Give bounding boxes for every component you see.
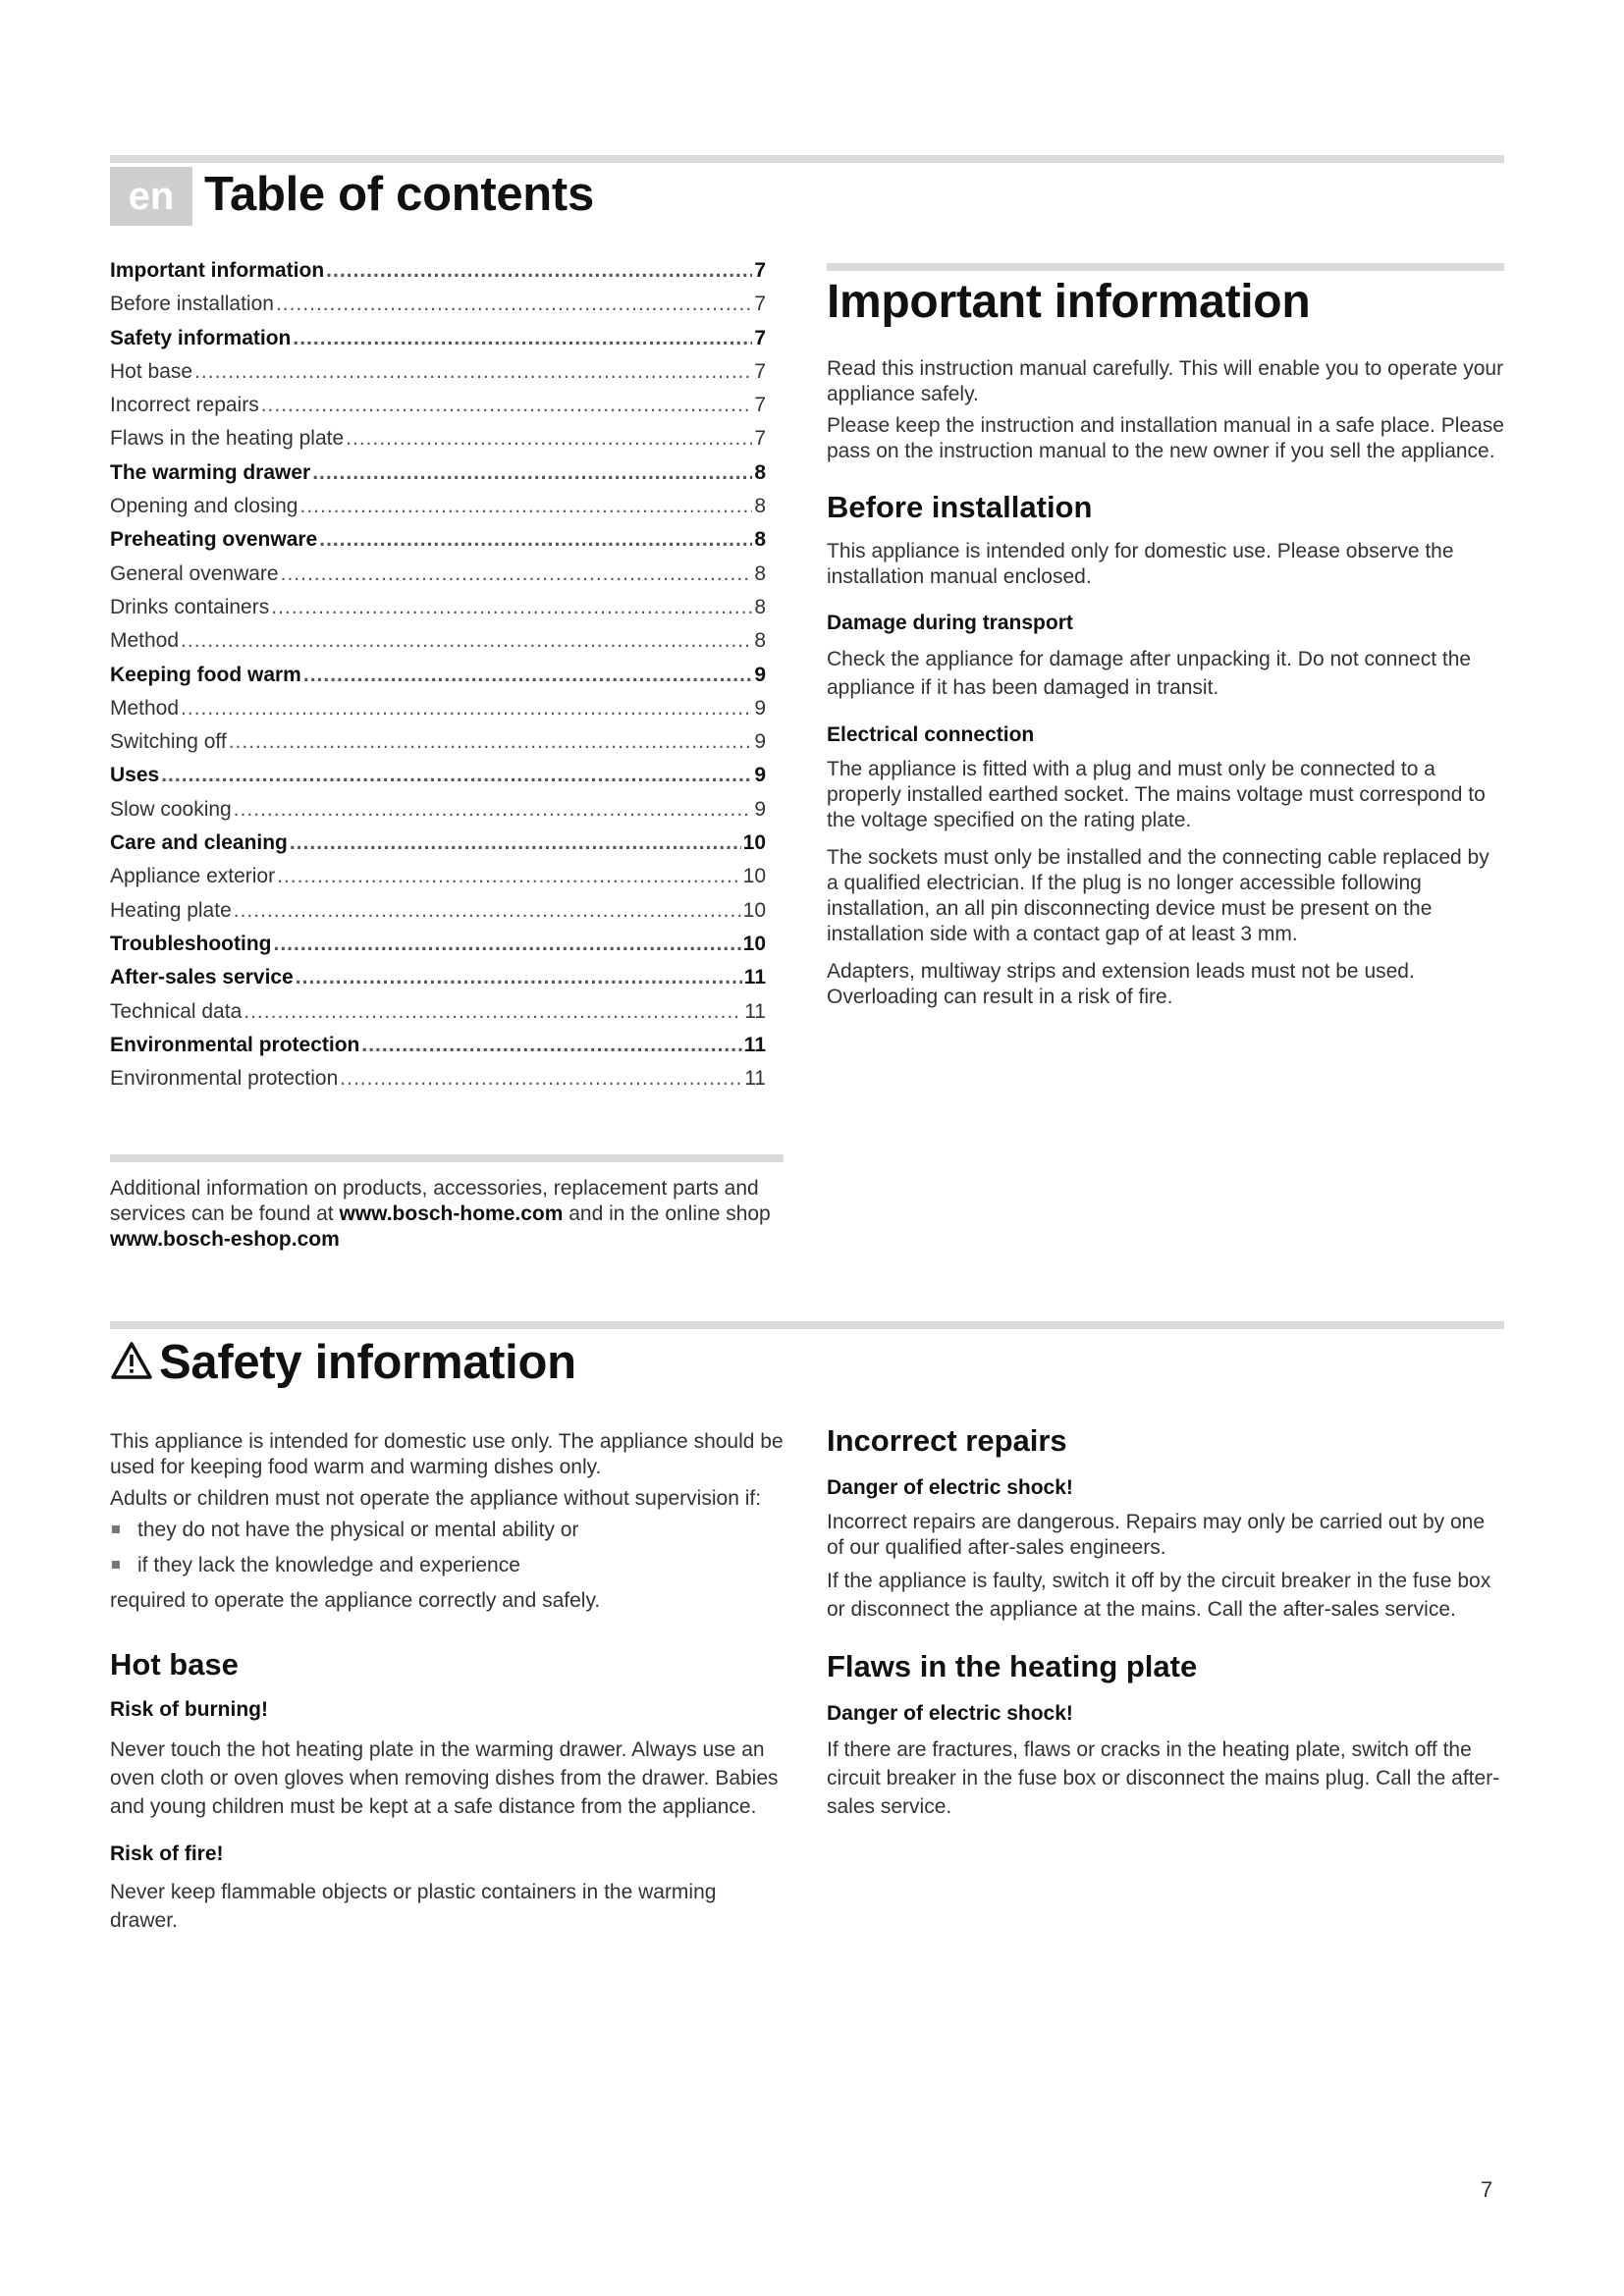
electrical-p3: Adapters, multiway strips and extension leads must not be used. Overloading can result in a risk of fire.	[827, 960, 1415, 1008]
toc-leader-dots	[277, 865, 741, 888]
toc-leader-dots	[340, 1067, 742, 1091]
toc-entry[interactable]	[110, 427, 766, 460]
toc-entry-title: Switching off	[110, 730, 227, 754]
electrical-p2: The sockets must only be installed and the connecting cable replaced by a qualified electrician. If the plug is no longer accessible following installation, an all pin disconnecting device must be present on the installation side with a contact gap of at least 3 mm.	[827, 846, 1489, 945]
before-installation-p: This appliance is intended only for domestic use. Please observe the installation manual enclosed.	[827, 540, 1454, 588]
safety-heading	[110, 1335, 576, 1390]
important-section	[827, 271, 1504, 1018]
toc-entry-page: 10	[742, 932, 766, 955]
hot-base-title: Hot base	[110, 1647, 239, 1682]
toc-leader-dots	[319, 528, 752, 552]
toc-entry-title: Opening and closing	[110, 495, 298, 518]
flaws-p: If there are fractures, flaws or cracks in the heating plate, switch off the circuit breaker in the fuse box or disconnect the mains plug. Call the after-sales service.	[827, 1738, 1500, 1818]
toc-entry-page: 8	[754, 495, 766, 518]
toc-entry-title: Environmental protection	[110, 1033, 360, 1056]
additional-info	[110, 1176, 787, 1253]
toc-entry-page: 8	[754, 561, 766, 585]
toc-leader-dots	[261, 394, 753, 417]
risk-burning-title: Risk of burning!	[110, 1698, 268, 1721]
toc-entry-page: 8	[754, 460, 766, 484]
toc-entry[interactable]	[110, 293, 766, 326]
safety-left-column	[110, 1429, 787, 1943]
toc-entry[interactable]	[110, 730, 766, 764]
toc-entry[interactable]	[110, 664, 766, 697]
toc-entry[interactable]	[110, 831, 766, 865]
toc-leader-dots	[293, 327, 752, 350]
toc-entry-page: 10	[742, 831, 766, 855]
important-p2: Please keep the instruction and installation manual in a safe place. Please pass on the instruction manual to the new owner if you sell the appliance.	[827, 414, 1504, 462]
toc-entry-title: Method	[110, 629, 180, 653]
toc-entry-page: 11	[744, 1067, 766, 1091]
toc-entry-title: Slow cooking	[110, 797, 232, 821]
toc-entry[interactable]	[110, 764, 766, 797]
toc-entry-title: Care and cleaning	[110, 831, 288, 855]
toc-entry[interactable]	[110, 596, 766, 629]
repairs-p2: If the appliance is faulty, switch it off by the circuit breaker in the fuse box or disconnect the appliance at the mains. Call the after-sales service.	[827, 1570, 1491, 1621]
toc-entry-title: After-sales service	[110, 966, 294, 989]
toc-leader-dots	[181, 629, 752, 653]
toc-entry-page: 10	[742, 865, 766, 888]
safety-title: Safety information	[159, 1336, 576, 1389]
safety-bullet-1	[110, 1518, 787, 1543]
toc-entry-page: 7	[754, 259, 766, 282]
electrical-p1: The appliance is fitted with a plug and must only be connected to a properly installed earthed socket. The mains voltage must correspond to the voltage specified on the rating plate.	[827, 758, 1486, 831]
toc-entry[interactable]	[110, 495, 766, 528]
toc-entry-page: 7	[754, 394, 766, 417]
repairs-p1: Incorrect repairs are dangerous. Repairs may only be carried out by one of our qualified after-sales engineers.	[827, 1511, 1486, 1559]
bullet-square-icon	[112, 1561, 120, 1569]
toc-entry[interactable]	[110, 1034, 766, 1067]
toc-leader-dots	[312, 461, 752, 485]
bosch-home-link[interactable]: www.bosch-home.com	[339, 1202, 564, 1225]
toc-entry-title: Appliance exterior	[110, 865, 276, 888]
toc-leader-dots	[299, 495, 752, 518]
toc-entry-title: Method	[110, 696, 180, 720]
toc-entry-page: 8	[754, 595, 766, 618]
toc-entry-page: 9	[754, 696, 766, 720]
toc-leader-dots	[271, 596, 752, 619]
toc-entry[interactable]	[110, 394, 766, 427]
toc-entry[interactable]	[110, 933, 766, 966]
important-p1: Read this instruction manual carefully. This will enable you to operate your appliance safely.	[827, 357, 1504, 405]
toc-entry-page: 10	[742, 898, 766, 922]
toc-leader-dots	[281, 562, 753, 586]
electrical-title: Electrical connection	[827, 723, 1035, 746]
toc-entry[interactable]	[110, 629, 766, 663]
safety-intro3: required to operate the appliance correctly and safely.	[110, 1589, 601, 1612]
toc-entry-title: Keeping food warm	[110, 663, 301, 686]
risk-fire-title: Risk of fire!	[110, 1842, 224, 1865]
toc-entry-page: 9	[754, 797, 766, 821]
toc-leader-dots	[273, 933, 740, 956]
warning-icon	[110, 1341, 153, 1385]
toc-entry-title: Technical data	[110, 999, 243, 1023]
toc-leader-dots	[234, 798, 753, 822]
risk-fire-p: Never keep flammable objects or plastic containers in the warming drawer.	[110, 1881, 717, 1932]
toc-leader-dots	[303, 664, 752, 687]
toc-entry-page: 11	[744, 999, 766, 1023]
bullet-text: if they lack the knowledge and experience	[137, 1554, 520, 1576]
toc-entry[interactable]	[110, 966, 766, 999]
toc-entry-title: Environmental protection	[110, 1067, 339, 1091]
toc-entry-page: 7	[754, 427, 766, 451]
safety-rule	[110, 1321, 1504, 1329]
additional-text2: and in the online shop	[563, 1202, 771, 1225]
toc-entry-title: Uses	[110, 764, 160, 787]
toc-entry-title: Preheating ovenware	[110, 528, 318, 552]
toc-entry-title: Important information	[110, 259, 325, 282]
toc-entry-page: 9	[754, 663, 766, 686]
risk-burning-p: Never touch the hot heating plate in the warming drawer. Always use an oven cloth or oven gloves when removing dishes from the drawer. Babies and young children must be kept at a safe distance from the appliance.	[110, 1738, 779, 1818]
toc-entry-title: Incorrect repairs	[110, 394, 259, 417]
toc-entry-page: 9	[754, 764, 766, 787]
toc-entry[interactable]	[110, 562, 766, 596]
toc-leader-dots	[229, 730, 753, 754]
repairs-danger-title: Danger of electric shock!	[827, 1476, 1073, 1499]
toc-entry[interactable]	[110, 899, 766, 933]
toc-entry-page: 7	[754, 359, 766, 383]
bosch-eshop-link[interactable]: www.bosch-eshop.com	[110, 1228, 340, 1251]
toc-entry-title: Before installation	[110, 293, 274, 316]
toc-entry-page: 7	[754, 326, 766, 349]
toc-leader-dots	[181, 697, 752, 721]
toc-entry-page: 11	[743, 966, 766, 989]
important-rule	[827, 263, 1504, 271]
toc-leader-dots	[361, 1034, 741, 1057]
toc-entry[interactable]	[110, 1067, 766, 1100]
flaws-danger-title: Danger of electric shock!	[827, 1702, 1073, 1725]
toc-entry-title: Heating plate	[110, 898, 232, 922]
toc-leader-dots	[234, 899, 741, 923]
toc-entry[interactable]	[110, 528, 766, 561]
toc-entry[interactable]	[110, 461, 766, 495]
language-badge: en	[110, 167, 192, 226]
toc-entry-page: 9	[754, 730, 766, 754]
bullet-square-icon	[112, 1525, 120, 1533]
toc-entry[interactable]	[110, 865, 766, 898]
toc-entry-title: Troubleshooting	[110, 932, 272, 955]
additional-rule	[110, 1154, 784, 1162]
toc-leader-dots	[244, 1000, 742, 1024]
table-of-contents	[110, 259, 766, 1100]
damage-title: Damage during transport	[827, 612, 1073, 634]
safety-intro2: Adults or children must not operate the appliance without supervision if:	[110, 1487, 762, 1510]
additional-text1: Additional information on products, accessories, replacement parts and services can be found at	[110, 1177, 759, 1225]
toc-entry-page: 8	[754, 528, 766, 552]
toc-entry-page: 11	[743, 1033, 766, 1056]
toc-leader-dots	[161, 764, 752, 787]
toc-entry-title: Flaws in the heating plate	[110, 427, 345, 451]
important-title: Important information	[827, 276, 1311, 328]
safety-bullet-2	[110, 1553, 787, 1578]
toc-leader-dots	[276, 293, 752, 316]
toc-entry[interactable]	[110, 360, 766, 394]
toc-leader-dots	[326, 259, 752, 283]
toc-entry-title: Drinks containers	[110, 595, 270, 618]
toc-entry[interactable]	[110, 259, 766, 293]
incorrect-repairs-title: Incorrect repairs	[827, 1423, 1067, 1458]
page-number: 7	[1481, 2177, 1493, 2202]
toc-leader-dots	[296, 966, 742, 989]
toc-leader-dots	[346, 427, 752, 451]
safety-right-column	[827, 1423, 1504, 1829]
damage-p: Check the appliance for damage after unpacking it. Do not connect the appliance if it has been damaged in transit.	[827, 648, 1472, 699]
toc-leader-dots	[194, 360, 752, 384]
flaws-title: Flaws in the heating plate	[827, 1649, 1198, 1683]
toc-entry[interactable]	[110, 327, 766, 360]
bullet-text: they do not have the physical or mental ability or	[137, 1519, 579, 1541]
toc-title: Table of contents	[204, 168, 594, 221]
toc-entry[interactable]	[110, 1000, 766, 1034]
toc-entry-page: 8	[754, 629, 766, 653]
toc-entry-title: General ovenware	[110, 561, 279, 585]
before-installation-title: Before installation	[827, 490, 1093, 524]
toc-entry-title: Hot base	[110, 359, 193, 383]
safety-intro1: This appliance is intended for domestic use only. The appliance should be used for keeping food warm and warming dishes only.	[110, 1430, 784, 1478]
toc-entry[interactable]	[110, 798, 766, 831]
toc-entry-page: 7	[754, 293, 766, 316]
top-rule	[110, 155, 1504, 163]
toc-entry[interactable]	[110, 697, 766, 730]
toc-entry-title: The warming drawer	[110, 460, 311, 484]
toc-leader-dots	[290, 831, 741, 855]
toc-entry-title: Safety information	[110, 326, 292, 349]
